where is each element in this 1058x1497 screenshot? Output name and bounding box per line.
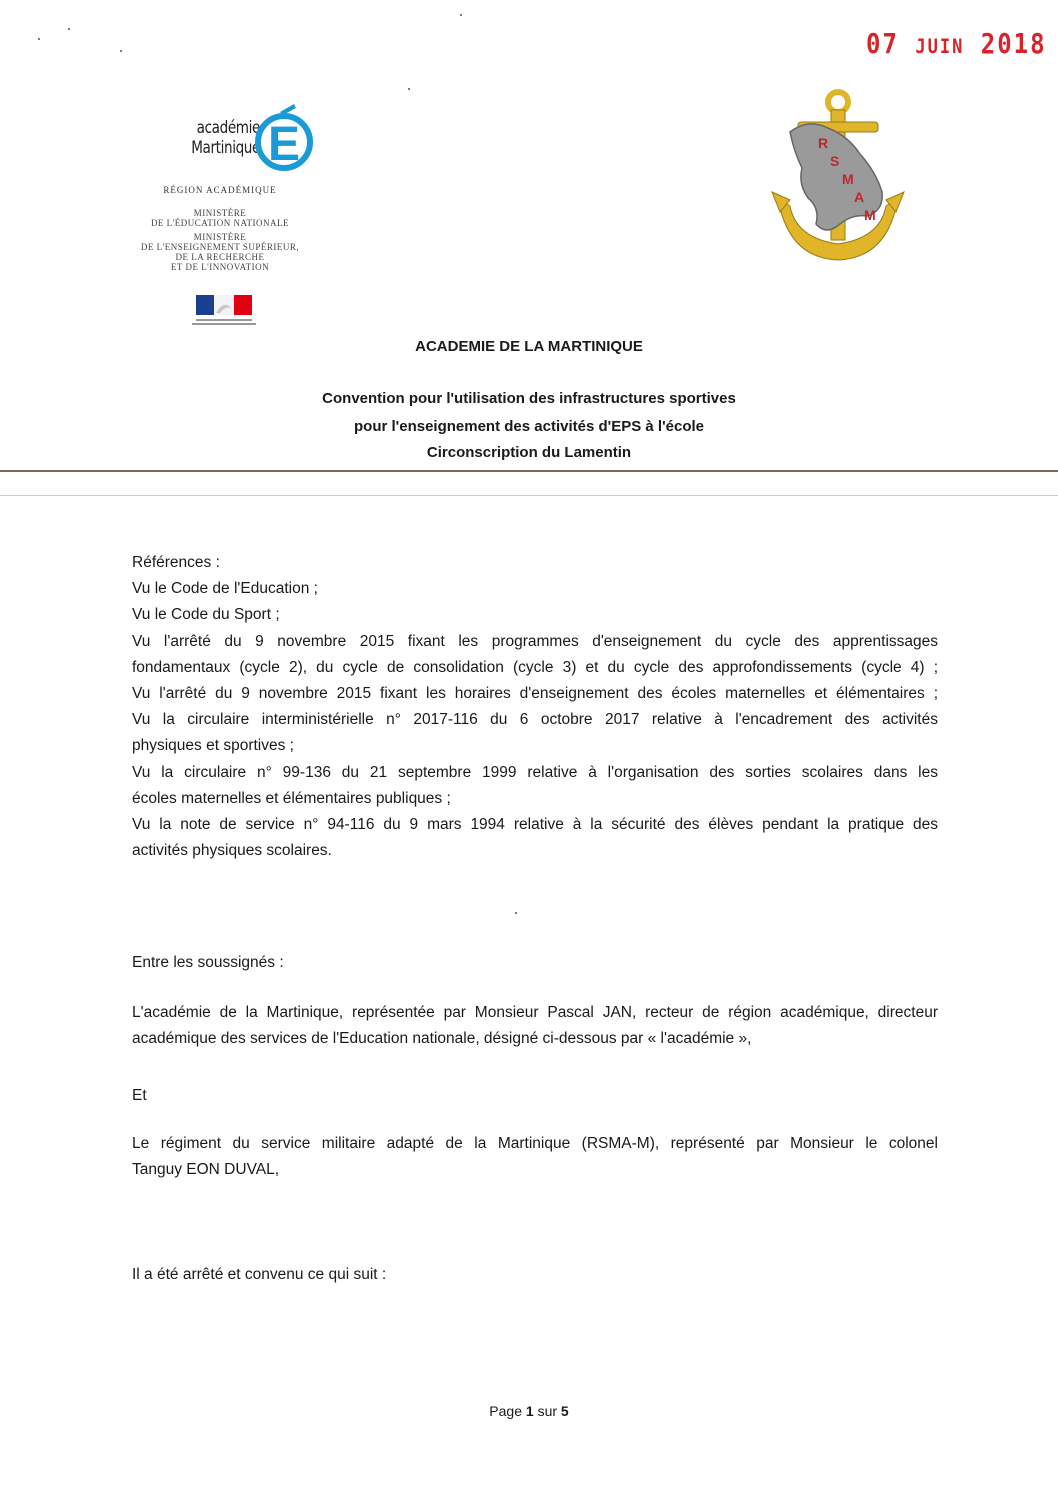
- rsma-party: [132, 1131, 938, 1183]
- academy-party-line: L'académie de la Martinique, représentée par Monsieur Pascal JAN, recteur de région académique, directeur: [132, 1004, 938, 1021]
- reference-line: Vu le Code du Sport ;: [132, 606, 280, 624]
- region-academique: RÉGION ACADÉMIQUE: [163, 185, 277, 195]
- reference-line: Vu le Code de l'Education ;: [132, 580, 318, 598]
- svg-text:A: A: [854, 189, 865, 205]
- ministry-line: DE LA RECHERCHE: [175, 252, 265, 262]
- svg-text:S: S: [830, 153, 840, 169]
- reference-line: fondamentaux (cycle 2), du cycle de consolidation (cycle 3) et du cycle des approfondissements (cycle 4) ;: [132, 658, 938, 676]
- reference-line: Vu l'arrêté du 9 novembre 2015 fixant les programmes d'enseignement du cycle des apprentissages: [132, 632, 938, 650]
- agreed-statement: Il a été arrêté et convenu ce qui suit :: [132, 1266, 387, 1283]
- ministry-line: MINISTÈRE: [193, 232, 247, 242]
- references-heading: Références :: [132, 554, 220, 571]
- stamp-day: 07: [866, 27, 899, 61]
- academy-party-line: académique des services de l'Education nationale, désigné ci-dessous par « l'académie »,: [132, 1030, 752, 1048]
- reference-line: Vu l'arrêté du 9 novembre 2015 fixant les horaires d'enseignement des écoles maternelles et élémentaires ;: [132, 685, 938, 703]
- svg-text:E: E: [267, 118, 301, 171]
- ministry-higher-education: [120, 232, 320, 272]
- header-divider: [0, 470, 1058, 472]
- parties-intro: Entre les soussignés :: [132, 954, 284, 971]
- page-number: [0, 1403, 1058, 1419]
- republique-francaise-flag-icon: [196, 295, 252, 315]
- convention-title-line-3: Circonscription du Lamentin: [426, 444, 632, 461]
- rsma-emblem-icon: [768, 88, 908, 268]
- svg-text:R: R: [818, 135, 829, 151]
- scan-speck: [38, 38, 40, 40]
- references-block: [132, 550, 938, 864]
- scan-speck: [408, 88, 410, 90]
- reference-line: physiques et sportives ;: [132, 737, 294, 755]
- scan-speck: [515, 912, 517, 914]
- reference-line: Vu la circulaire interministérielle n° 2017-116 du 6 octobre 2017 relative à l'encadrement des activités: [132, 711, 938, 729]
- convention-title-line-2: pour l'enseignement des activités d'EPS à l'école: [354, 418, 704, 435]
- rsma-party-line: Le régiment du service militaire adapté de la Martinique (RSMA-M), représenté par Monsieur le colonel: [132, 1135, 938, 1152]
- date-stamp: [866, 28, 1047, 60]
- academie-logo-text: [180, 118, 260, 158]
- ministry-education: [120, 208, 320, 228]
- logo-line-2: Martinique: [191, 138, 260, 158]
- header-divider-light: [0, 495, 1058, 496]
- scan-speck: [120, 50, 122, 52]
- academie-e-logo-icon: [250, 102, 320, 172]
- reference-line: activités physiques scolaires.: [132, 842, 332, 860]
- current-page: 1: [525, 1403, 534, 1419]
- scan-speck: [68, 28, 70, 30]
- and-conjunction: Et: [132, 1087, 147, 1104]
- of-word: sur: [537, 1403, 558, 1419]
- svg-text:M: M: [842, 171, 854, 187]
- logo-line-1: académie: [196, 118, 260, 138]
- stamp-year: 2018: [980, 27, 1047, 61]
- scan-speck: [460, 14, 462, 16]
- academy-party: [132, 1000, 938, 1052]
- academy-heading: ACADEMIE DE LA MARTINIQUE: [415, 338, 643, 355]
- flag-caption-lines: [190, 318, 258, 327]
- reference-line: Vu la note de service n° 94-116 du 9 mars 1994 relative à la sécurité des élèves pendant la pratique des: [132, 816, 938, 834]
- reference-line: Vu la circulaire n° 99-136 du 21 septembre 1999 relative à l'organisation des sorties scolaires dans les: [132, 763, 938, 781]
- reference-line: écoles maternelles et élémentaires publiques ;: [132, 789, 451, 807]
- rsma-party-line: Tanguy EON DUVAL,: [132, 1161, 280, 1179]
- total-pages: 5: [560, 1403, 569, 1419]
- ministry-line: DE L'ÉDUCATION NATIONALE: [150, 218, 290, 228]
- ministry-line: MINISTÈRE: [193, 208, 247, 218]
- page-word: Page: [489, 1403, 522, 1419]
- ministry-line: ET DE L'INNOVATION: [170, 262, 270, 272]
- stamp-month: JUIN: [915, 35, 965, 59]
- convention-title-line-1: Convention pour l'utilisation des infrastructures sportives: [322, 390, 736, 407]
- ministry-line: DE L'ENSEIGNEMENT SUPÉRIEUR,: [140, 242, 300, 252]
- svg-text:M: M: [864, 207, 876, 223]
